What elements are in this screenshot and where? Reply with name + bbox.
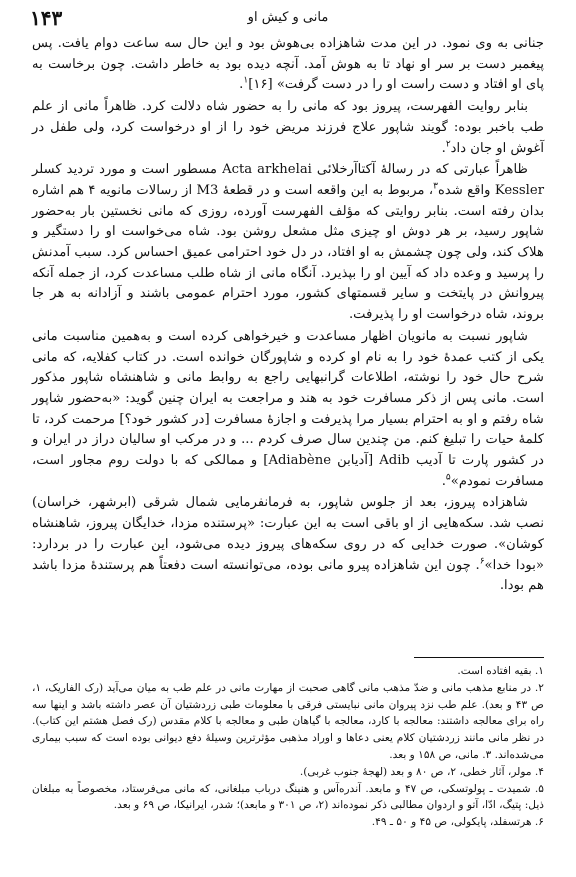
paragraph: بنابر روایت الفهرست، پیروز بود که مانی را به حضور شاه دلالت کرد. ظاهراً مانی از علم طب باخبر بوده: گویند شاپور علاج فرزند مریض خود را از او درخواست کرد، ولی طفل در آغوش او جان داد$^۲$. bbox=[32, 99, 544, 156]
footnote: ۲. در منابع مذهب مانی و ضدّ مذهب مانی گاهی صحبت از مهارت مانی در علم طب به میان می‌آید (رک الفاریک، ۱، ص ۴۳ و بعد). علم طب نزد پیروان مانی نبایستی فرقی با معلومات طبی زردشتیان آن عصر داشته باشد و اینها سه راه برای معالجه داشتند: معالجه با کارد، معالجه با گیاهان طبی و معالجه با کلام مقدس (رک فصل هشتم این کتاب). در نظر مانی مانند زردشتیان کلام یعنی دعاها و اوراد مذهبی مؤثرترین وسیلهٔ دفع دیوانی بوده است که سبب بیماری می‌شده‌اند. ۳. مانی، ص ۱۵۸ و بعد. bbox=[32, 681, 544, 761]
body-text bbox=[32, 34, 544, 597]
page-header bbox=[30, 4, 546, 34]
footnote: ۱. بقیه افتاده است. bbox=[457, 665, 544, 677]
footnotes bbox=[32, 663, 544, 831]
footnote-marker: ۱ bbox=[243, 76, 249, 87]
paragraph: شاپور نسبت به مانویان اظهار مساعدت و خیرخواهی کرده است و به‌همین مناسبت مانی یکی از کتب عمدهٔ خود را به نام او کرده و شاپورگان خوانده است. در کتاب کفلایه، که مانی شرح حال خود را نوشته، اطلاعات گرانبهایی راجع به روابط مانی و شاهنشاه شاپور مذکور است. مانی پس از ذکر مسافرت خود به هند و مراجعت به ایران چنین گوید: «به‌حضور شاپور شاه رفتم و او به احترام بسیار مرا پذیرفت و اجازهٔ مسافرت [در کشور خود؟] مرحمت کرد، تا کلمهٔ حیات را تبلیغ کنم. من چندین سال صرف کردم ... و در مرکب او سالیان دراز در ایران و در کشور پارت تا آدیب Adib [آدیابن Adiabène] و ممالکی که با دولت روم مجاور است، مسافرت نمودم»$^۵$. bbox=[32, 328, 544, 489]
footnote-divider bbox=[414, 657, 544, 658]
footnote: ۵. شمیدت ـ پولوتسکی، ص ۴۷ و مابعد. آندره‌آس و هنینگ درباب مبلغانی، که مانی می‌فرستاد، مخصوصاً به مبلغان ذیل: پتیگ، ادّا، آتو و اردوان مطالبی ذکر نموده‌اند (۲، ص ۳۰۱ و مابعد)؛ شدر، ایرانیکا، ص ۶۹ و بعد. bbox=[32, 782, 544, 812]
paragraph: ظاهراً عبارتی که در رسالهٔ آکتاآرخلائی Acta arkhelai مسطور است و مورد تردید کسلر Kessler واقع شده$^۳$، مربوط به این واقعه است و در قطعهٔ M3 از رسالات مانویه ۴ هم اشاره بدان رفته است. بنابر روایتی که مؤلف الفهرست آورده، روزی که مانی نخستین بار به‌حضور شاپور رسید، بر هر دوش او چیزی مثل مشعل روشن بود. شاه می‌خواست او را دستگیر و هلاک کند، ولی چون چشمش به او افتاد، در دل خود احترامی عمیق احساس کرد. سبب آمدنش را پرسید و وعده داد که آیین او را بپذیرد. آنگاه مانی از شاه طلب مساعدت کرد، از جمله آنکه پیروانش در پایتخت و سایر قسمتهای کشور، مورد احترام عمومی باشند و آزادانه به هر جا بروند، شاه درخواست او را پذیرفت. bbox=[32, 162, 545, 323]
paragraph: شاهزاده پیروز، بعد از جلوس شاپور، به فرمانفرمایی شمال شرقی (ابرشهر، خراسان) نصب شد. سکه‌هایی از او باقی است به این عبارت: «پرستنده مزدا، خدایگان پیروز، شاهنشاه کوشان». صورت خدایی که در روی سکه‌های پیروز دیده می‌شود، این عبارت را در بردارد: «بودا خدا»$^۶$. چون این شاهزاده پیرو مانی بوده، می‌توانسته است دفعتاً هم پرستندهٔ مزدا باشد هم بودا. bbox=[32, 495, 544, 594]
page-number: ۱۴۳ bbox=[30, 6, 63, 30]
footnote-marker: ۲ bbox=[445, 139, 451, 150]
footnote: ۶. هرتسفلد، پایکولی، ص ۴۵ و ۵۰ ـ ۴۹. bbox=[371, 816, 544, 829]
paragraph: جنانی به وی نمود. در این مدت شاهزاده بی‌هوش بود و این حال سه ساعت دوام یافت. پس پیغمبر دست بر سر او نهاد تا به هوش آمد. آنچه دیده بود به خاطر داشت. چون برخاست به پای او افتاد و دست راست او را در دست گرفت» [۱۶]$^۱$. bbox=[32, 36, 544, 93]
footnote: ۴. مولر، آثار خطی، ۲، ص ۸۰ و بعد (لهجهٔ جنوب غربی). bbox=[299, 765, 544, 778]
footnote-marker: ۵ bbox=[445, 472, 451, 483]
footnote-marker: ۳ bbox=[433, 181, 438, 192]
running-head: مانی و کیش او bbox=[247, 10, 329, 25]
footnote-marker: ۶ bbox=[479, 556, 485, 567]
